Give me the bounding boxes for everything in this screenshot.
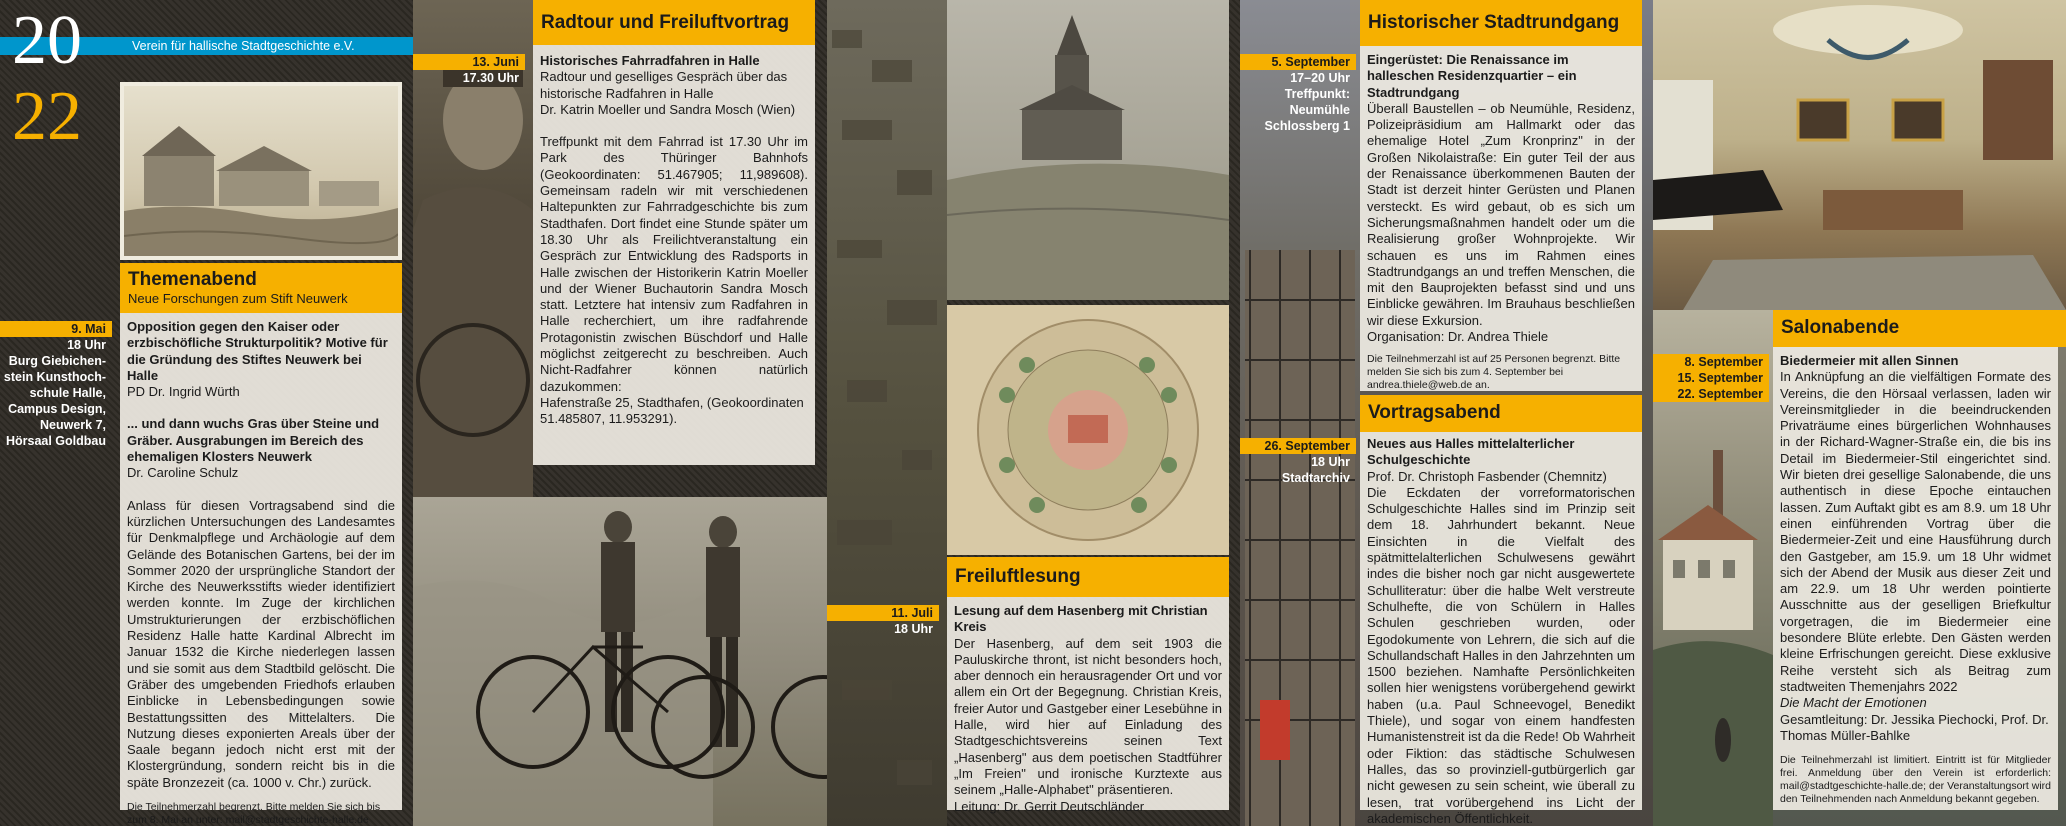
themenabend-title: Themenabend xyxy=(128,269,257,290)
freiluft-date: 11. Juli xyxy=(827,605,939,621)
stadtrundgang-org: Organisation: Dr. Andrea Thiele xyxy=(1367,329,1549,345)
stadtrundgang-date-block xyxy=(1240,54,1356,134)
vortrag-date-block xyxy=(1240,438,1356,486)
stadtrundgang-body: Überall Baustellen – ob Neumühle, Residenz, Polizeipräsidium am Hallmarkt oder das ehemalige Hotel „Zum Kronprinz" in der Großen Nikolaistraße: Ein guter Teil der aus der Renaissance überkommenen Bauten der Stadt ist derzeit hinter Gerüsten und Planen versteckt. Es wird gebaut, ob es sich um Sicherungsmaßnahmen handelt oder um die Realisierung großer Wohnprojekte. Wir schauen es uns im Rahmen eines Stadtrundgangs an und treffen Menschen, die mit den Bauprojekten befasst sind und uns Einblicke gewähren. Im Brauhaus beschließen wir diese Exkursion. xyxy=(1367,100,1635,328)
salon-header xyxy=(1773,310,2066,347)
vortrag-textbox xyxy=(1360,432,1642,826)
radtour-time: 17.30 Uhr xyxy=(462,71,519,85)
engraving-image xyxy=(120,82,402,260)
themenabend-place-1: Burg Giebichen- xyxy=(8,354,106,368)
salon-date-2: 15. September xyxy=(1653,370,1769,386)
freiluft-lead: Leitung: Dr. Gerrit Deutschländer xyxy=(954,798,1145,814)
stadtrundgang-title: Historischer Stadtrundgang xyxy=(1368,12,1620,33)
themenabend-time: 18 Uhr xyxy=(67,338,106,352)
radtour-body: Treffpunkt mit dem Fahrrad ist 17.30 Uhr im Park des Thüringer Bahnhofs (Geokoordinaten: 51.467905; 11,989608). Gemeinsam radeln wir mit verschiedenen Haltepunkten zur Fahrradgeschichte bis zum Stadthafen. Dort findet eine Stunde später um 18.30 Uhr als Freilichtveranstaltung ein Gespräch zur Entwicklung des Radsports in Halle zwischen der Historikerin Katrin Moeller und der Wiener Buchautorin Sandra Mosch statt. Letztere hat intensiv zum Radfahren in Halle recherchiert, um ihre radfahrende Protagonistin zwischen Büschdorf und Halle möglichst zeitgerecht zu beschreiben. Auch Nicht-Radfahrer können natürlich dazukommen: xyxy=(540,134,808,394)
talk1-speaker: PD Dr. Ingrid Würth xyxy=(127,384,240,400)
talk2-speaker: Dr. Caroline Schulz xyxy=(127,465,239,481)
panel-stadtrundgang xyxy=(1240,0,1653,826)
salon-date-1: 8. September xyxy=(1653,354,1769,370)
salon-room-drawing xyxy=(1653,0,2066,310)
freiluft-event-title: Lesung auf dem Hasenberg mit Christian Kreis xyxy=(954,603,1208,635)
radtour-textbox xyxy=(533,45,815,465)
radtour-header xyxy=(533,0,815,45)
stadtrundgang-place-2: Neumühle xyxy=(1289,103,1350,117)
stadtrundgang-note: Die Teilnehmerzahl ist auf 25 Personen begrenzt. Bitte melden Sie sich bis zum 4. September bei andrea.thiele@web.de an. xyxy=(1367,353,1621,392)
themenabend-place-3: schule Halle, xyxy=(29,386,106,400)
salon-date-block xyxy=(1653,354,1769,402)
freiluft-textbox xyxy=(947,597,1229,814)
salon-title: Salonabende xyxy=(1781,317,1900,338)
salon-event-title: Biedermeier mit allen Sinnen xyxy=(1780,353,1959,368)
vortrag-body: Die Eckdaten der vorreformatorischen Schulgeschichte Halles sind im Prinzip seit dem 18. Jahrhundert bekannt. Neue Einsichten in die Vielfalt des spätmittelalterlichen Schulwesens gewährt indes die bisher noch gar nicht ausgewertete Schulliteratur: über die halbe Welt verstreute Schulhefte, die von Schülern in Halles Schulen geschrieben wurden, oder Egodokumente von Lehrern, die sich auf die Schullandschaft Halles in den Jahrzehnten um 1500 beziehen. Namhafte Persönlichkeiten sollen hier wenigstens vorübergehend gewirkt haben (u.a. Paul Schneevogel, Benedikt Thiele), und sogar von einem handfesten Humanistenstreit ist da die Rede! Ob Wahrheit oder Fiktion: das städtische Schulwesen Halles, das so provinziell-gutbürgerlich gar nicht gewesen zu sein scheint, wie überall zu lesen, trat vorübergehend ins Licht der akademischen Öffentlichkeit. xyxy=(1367,484,1635,826)
panel-themenabend xyxy=(0,0,413,826)
vortrag-time: 18 Uhr xyxy=(1311,455,1350,469)
year-bottom: 22 xyxy=(12,78,82,155)
radtour-event-title: Historisches Fahrradfahren in Halle xyxy=(540,53,760,68)
themenabend-date: 9. Mai xyxy=(0,321,112,337)
radtour-date-block xyxy=(413,54,525,86)
vortrag-speaker: Prof. Dr. Christoph Fasbender (Chemnitz) xyxy=(1367,468,1607,484)
panel-salon xyxy=(1653,0,2066,826)
salon-note: Die Teilnehmerzahl ist limitiert. Eintritt ist für Mitglieder frei. Anmeldung über den Verein ist erforderlich: mail@stadtgeschichte-halle.de; der Veranstaltungsort wird den Teilnehmenden nach Anmeldung bekannt gegeben. xyxy=(1780,754,2051,806)
freiluft-body: Der Hasenberg, auf dem seit 1903 die Pauluskirche thront, ist nicht besonders hoch, aber dennoch ein herausragender Ort und vor allem ein Ort der Begegnung. Christian Kreis, freier Autor und Gastgeber einer Lesebühne in Halle, wird hier auf Einladung des Stadtgeschichtsvereins seinen Text „Hasenberg" aus dem poetischen Stadtführer „Im Freien" und ironische Kurztexte aus seinem „Halle-Alphabet" präsentieren. xyxy=(954,635,1222,798)
salon-textbox xyxy=(1773,347,2058,810)
freiluft-date-block xyxy=(827,605,939,637)
year-top: 20 xyxy=(12,2,82,79)
radtour-speakers: Dr. Katrin Moeller und Sandra Mosch (Wien) xyxy=(540,101,796,117)
stadtrundgang-place-3: Schlossberg 1 xyxy=(1264,119,1350,133)
themenabend-place-4: Campus Design, xyxy=(8,402,106,416)
two-cyclists-photo xyxy=(413,497,827,826)
park-plan-drawing xyxy=(947,305,1229,555)
stadtrundgang-place-1: Treffpunkt: xyxy=(1284,87,1350,101)
themenabend-note: Die Teilnehmerzahl begrenzt. Bitte melden Sie sich bis zum 8. Mai an unter: mail@stadtgeschichte-halle.de xyxy=(127,801,381,826)
stadtrundgang-textbox xyxy=(1360,46,1642,391)
themenabend-place-5: Neuwerk 7, xyxy=(39,418,106,432)
stadtrundgang-date: 5. September xyxy=(1240,54,1356,70)
vortrag-place: Stadtarchiv xyxy=(1281,471,1350,485)
aerial-city-drawing xyxy=(827,0,947,826)
salon-body: In Anknüpfung an die vielfältigen Formate des Vereins, die den Hörsaal verlassen, laden wir Vereinsmitglieder in die beeindruckenden Privaträume eines bürgerlichen Wohnhauses in der Richard-Wagner-Straße ein, die bis ins Detail im Biedermeier-Stil eingerichtet sind. Wir bieten drei gesellige Salonabende, die uns authentisch in diese Epoche eintauchen lassen. Zum Auftakt gibt es am 8.9. um 18 Uhr einen einführenden Vortrag über die Biedermeier-Zeit und eine Hausführung durch den Gastgeber, am 15.9. um 18 Uhr widmet sich der Abend der Musik aus dieser Zeit und am 22.9. um 18 Uhr werden pointierte Ausschnitte aus der geselligen Briefkultur vorgetragen, die im Biedermeier eine besondere Blüte erlebte. Den Gästen werden kleine Erfrischungen gereicht. Diese exklusive Reihe versteht sich als Beitrag zum stadtweiten Themenjahrs 2022 xyxy=(1780,369,2051,694)
radtour-title: Radtour und Freiluftvortrag xyxy=(541,12,790,33)
salon-theme: Die Macht der Emotionen xyxy=(1780,695,1927,711)
stadtrundgang-time: 17–20 Uhr xyxy=(1290,71,1350,85)
freiluft-time: 18 Uhr xyxy=(894,622,933,636)
engraving-drawing xyxy=(124,86,398,256)
panel-radtour xyxy=(413,0,827,826)
themenabend-date-block xyxy=(0,321,112,449)
vortrag-header xyxy=(1360,395,1642,432)
park-plan-image xyxy=(947,305,1229,555)
themenabend-body: Anlass für diesen Vortragsabend sind die kürzlichen Untersuchungen des Landesamtes für Denkmalpflege und Archäologie auf dem Gelände des Botanischen Gartens, bei der im Sommer 2020 der ursprüngliche Standort der Kirche des Neuwerksstifts wieder identifiziert werden konnte. Im Zuge der kirchlichen Umstrukturierungen der erzbischöflichen Residenz Halle hatte Kardinal Albrecht im Januar 1532 die Kirche niederlegen lassen und sie somit aus dem Stadtbild gelöscht. Die Gräber des umgebenden Friedhofs erlauben Einblicke in Lebensbedingungen sowie Bestattungssitten des Mittelalters. Die Nutzung dieses exponierten Areals über der Saale begann jedoch nicht erst mit der Klostergründung, sondern reicht bis in die späte Bronzezeit (ca. 1000 v. Chr.) zurück. xyxy=(127,497,395,790)
freiluft-header xyxy=(947,557,1229,597)
themenabend-header xyxy=(120,263,402,313)
church-photo xyxy=(947,0,1229,300)
salon-date-3: 22. September xyxy=(1653,386,1769,402)
salon-lead: Gesamtleitung: Dr. Jessika Piechocki, Prof. Dr. Thomas Müller-Bahlke xyxy=(1780,711,2049,743)
stadtrundgang-event-title: Eingerüstet: Die Renaissance im halleschen Residenzquartier – ein Stadtrundgang xyxy=(1367,52,1577,100)
vortrag-event-title: Neues aus Halles mittelalterlicher Schulgeschichte xyxy=(1367,436,1575,468)
vortrag-date: 26. September xyxy=(1240,438,1356,454)
vortrag-title: Vortragsabend xyxy=(1368,402,1501,423)
themenabend-place-2: stein Kunsthoch- xyxy=(3,370,106,384)
talk1-title: Opposition gegen den Kaiser oder erzbischöfliche Strukturpolitik? Motive für die Gründung des Stiftes Neuwerk bei Halle xyxy=(127,319,388,383)
talk2-title: ... und dann wuchs Gras über Steine und Gräber. Ausgrabungen im Bereich des ehemaligen Klosters Neuwerk xyxy=(127,416,380,465)
stadtrundgang-header xyxy=(1360,0,1642,46)
church-drawing xyxy=(947,0,1229,300)
verein-name: Verein für hallische Stadtgeschichte e.V. xyxy=(132,39,355,53)
radtour-intro: Radtour und geselliges Gespräch über das historische Radfahren in Halle xyxy=(540,69,788,101)
themenabend-textbox xyxy=(120,313,402,826)
two-cyclists-drawing xyxy=(413,497,827,826)
themenabend-place-6: Hörsaal Goldbau xyxy=(5,434,106,448)
radtour-date: 13. Juni xyxy=(413,54,525,70)
salon-room-photo xyxy=(1653,0,2066,310)
radtour-address: Hafenstraße 25, Stadthafen, (Geokoordinaten 51.485807, 11.953291). xyxy=(540,394,804,427)
panel-freiluft xyxy=(827,0,1240,826)
themenabend-subtitle: Neue Forschungen zum Stift Neuwerk xyxy=(128,291,348,306)
aerial-city-image xyxy=(827,0,947,826)
freiluft-title: Freiluftlesung xyxy=(955,566,1081,587)
